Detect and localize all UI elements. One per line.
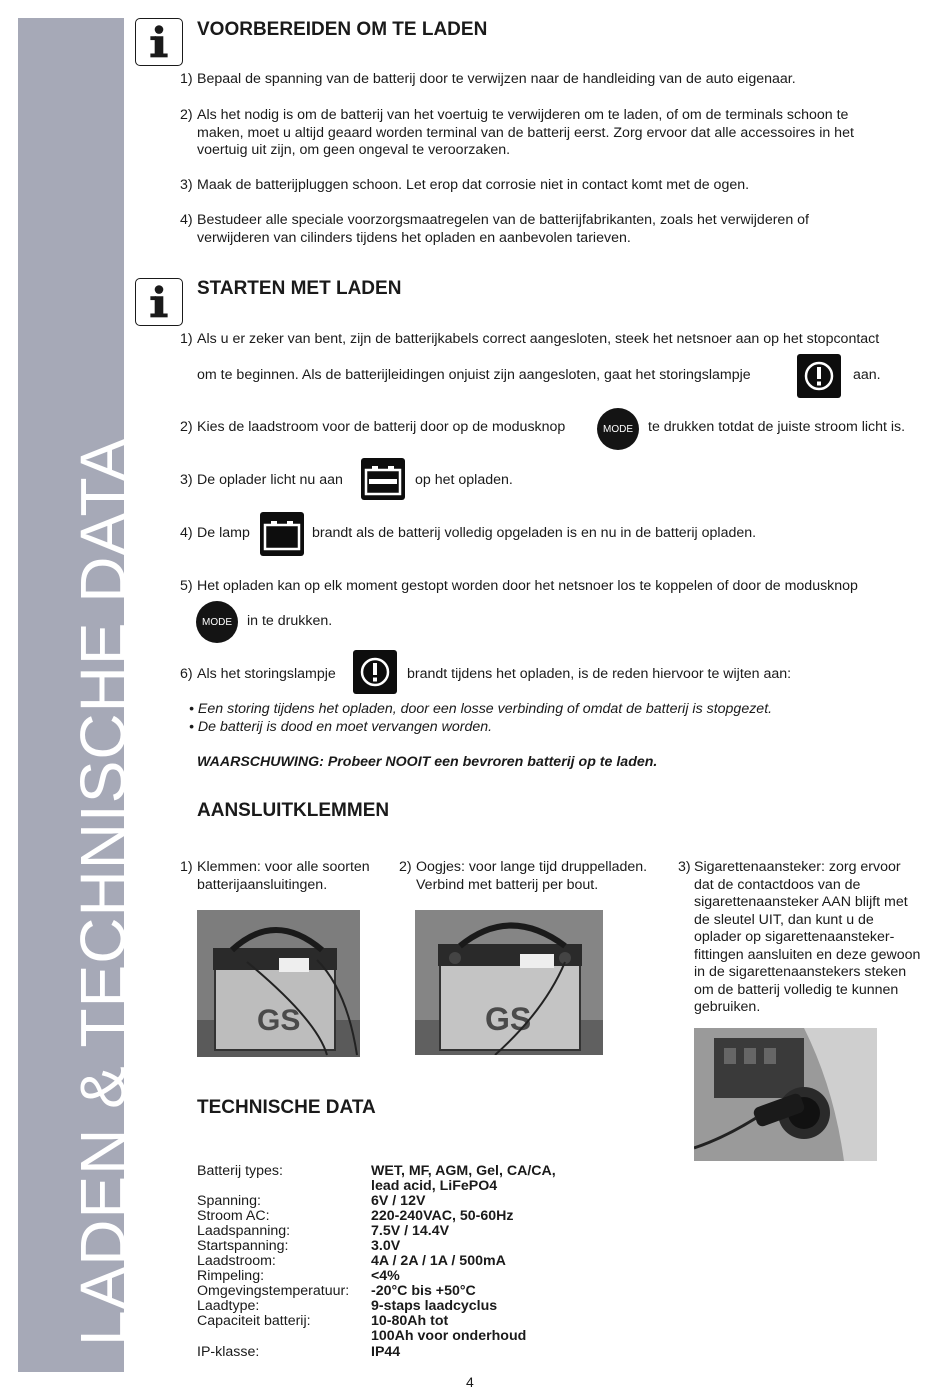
section-title-technical-data: TECHNISCHE DATA: [197, 1097, 376, 1118]
spec-label: Laadstroom:: [197, 1253, 276, 1269]
list-number: 3): [180, 472, 193, 488]
list-number: 2): [180, 419, 193, 435]
list-number: 1): [180, 71, 193, 87]
battery-full-icon: [260, 512, 304, 556]
svg-text:GS: GS: [485, 1001, 532, 1037]
spec-value: 7.5V / 14.4V: [371, 1223, 450, 1239]
list-item: Kies de laadstroom voor de batterij door op de modusknop: [197, 419, 566, 435]
list-item: De oplader licht nu aan: [197, 472, 343, 488]
list-number: 1): [180, 331, 193, 347]
list-item: brandt als de batterij volledig opgeladen is en nu in de batterij opladen.: [312, 525, 757, 541]
list-number: 4): [180, 525, 193, 541]
spec-value: 220-240VAC, 50-60Hz: [371, 1208, 514, 1224]
list-item: te drukken totdat de juiste stroom licht is.: [648, 419, 906, 435]
list-item: Maak de batterijpluggen schoon. Let erop dat corrosie niet in contact komt met de ogen.: [197, 177, 750, 193]
list-item: Het opladen kan op elk moment gestopt worden door het netsnoer los te koppelen of door de modusknop: [197, 578, 858, 594]
list-item: Bestudeer alle speciale voorzorgsmaatregelen van de batterijfabrikanten, zoals het verwijderen of verwijderen van cilinders tijdens het opladen en aanbevolen tarieven.: [197, 212, 809, 246]
list-number: 5): [180, 578, 193, 594]
spec-label: Batterij types:: [197, 1163, 283, 1179]
list-number: 4): [180, 212, 193, 228]
section-title-connectors: AANSLUITKLEMMEN: [197, 800, 390, 821]
sidebar-title: LADEN & TECHNISCHE DATA: [67, 437, 139, 1346]
list-number: 2): [180, 107, 193, 123]
list-number: 3): [180, 177, 193, 193]
bullet-item: • Een storing tijdens het opladen, door een losse verbinding of omdat de batterij is stopgezet.: [189, 701, 773, 717]
page-number: 4: [466, 1374, 474, 1390]
info-icon: [135, 278, 183, 326]
list-item: op het opladen.: [415, 472, 513, 488]
battery-eyelets-photo: [415, 910, 603, 1055]
mode-button-icon: MODE: [597, 408, 639, 450]
battery-charging-icon: [361, 458, 405, 500]
bullet-item: • De batterij is dood en moet vervangen worden.: [189, 719, 493, 735]
spec-value: 9-staps laadcyclus: [371, 1298, 498, 1314]
list-item: Als u er zeker van bent, zijn de batterijkabels correct aangesloten, steek het netsnoer aan op het stopcontact: [197, 331, 880, 347]
spec-value: WET, MF, AGM, Gel, CA/CA, lead acid, LiFePO4: [371, 1163, 556, 1194]
spec-value: <4%: [371, 1268, 400, 1284]
warning-text: WAARSCHUWING: Probeer NOOIT een bevroren batterij op te laden.: [197, 754, 658, 770]
spec-value: -20°C bis +50°C: [371, 1283, 476, 1299]
spec-label: Spanning:: [197, 1193, 261, 1209]
section-title-start-charging: STARTEN MET LADEN: [197, 278, 402, 299]
warning-lamp-icon: [353, 650, 397, 694]
list-item: Bepaal de spanning van de batterij door te verwijzen naar de handleiding van de auto eigenaar.: [197, 71, 796, 87]
list-item-continued: om te beginnen. Als de batterijleidingen onjuist zijn aangesloten, gaat het storingslampje: [197, 367, 751, 383]
list-item: De lamp: [197, 525, 250, 541]
spec-label: Stroom AC:: [197, 1208, 270, 1224]
spec-label: Rimpeling:: [197, 1268, 265, 1284]
connector-clamps-text: Klemmen: voor alle soorten batterijaansluitingen.: [197, 859, 370, 893]
mode-button-icon: MODE: [196, 601, 238, 643]
connector-cigarette-text: Sigarettenaansteker: zorg ervoor dat de contactdoos van de sigarettenaansteker AAN blijft met de sleutel UIT, dan kunt u de oplader op sigarettenaansteker- fittingen aansluiten en deze gewoon in de sigarettenaanstekers steken om de batterij volledig te kunnen gebruiken.: [694, 859, 921, 1015]
list-number: 6): [180, 666, 193, 682]
spec-label: Startspanning:: [197, 1238, 289, 1254]
info-icon: [135, 18, 183, 66]
list-number: 2): [399, 859, 412, 875]
spec-value: 6V / 12V: [371, 1193, 426, 1209]
list-item-continued: aan.: [853, 367, 881, 383]
spec-value: 4A / 2A / 1A / 500mA: [371, 1253, 506, 1269]
spec-label: Capaciteit batterij:: [197, 1313, 311, 1329]
spec-value: 10-80Ah tot 100Ah voor onderhoud: [371, 1313, 527, 1344]
battery-clamps-photo: [197, 910, 360, 1057]
spec-label: Laadspanning:: [197, 1223, 291, 1239]
cigarette-lighter-photo: [694, 1028, 877, 1161]
spec-label: Laadtype:: [197, 1298, 260, 1314]
spec-label: IP-klasse:: [197, 1344, 260, 1360]
spec-value: 3.0V: [371, 1238, 401, 1254]
list-item: Als het nodig is om de batterij van het voertuig te verwijderen om te laden, of om de terminals schoon te maken, moet u altijd geaard worden terminal van de batterij eerst. Zorg ervoor dat alle accessoires in het voertuig uit zijn, om geen ongeval te veroorzaken.: [197, 107, 854, 158]
list-item: Als het storingslampje: [197, 666, 336, 682]
svg-text:GS: GS: [257, 1004, 301, 1037]
list-number: 3): [678, 859, 691, 875]
connector-eyelets-text: Oogjes: voor lange tijd druppelladen. Verbind met batterij per bout.: [416, 859, 648, 893]
list-number: 1): [180, 859, 193, 875]
warning-lamp-icon: [797, 354, 841, 398]
list-item-continued: in te drukken.: [247, 613, 333, 629]
spec-label: Omgevingstemperatuur:: [197, 1283, 350, 1299]
spec-value: IP44: [371, 1344, 401, 1360]
section-title-preparation: VOORBEREIDEN OM TE LADEN: [197, 19, 488, 40]
list-item: brandt tijdens het opladen, is de reden hiervoor te wijten aan:: [407, 666, 792, 682]
